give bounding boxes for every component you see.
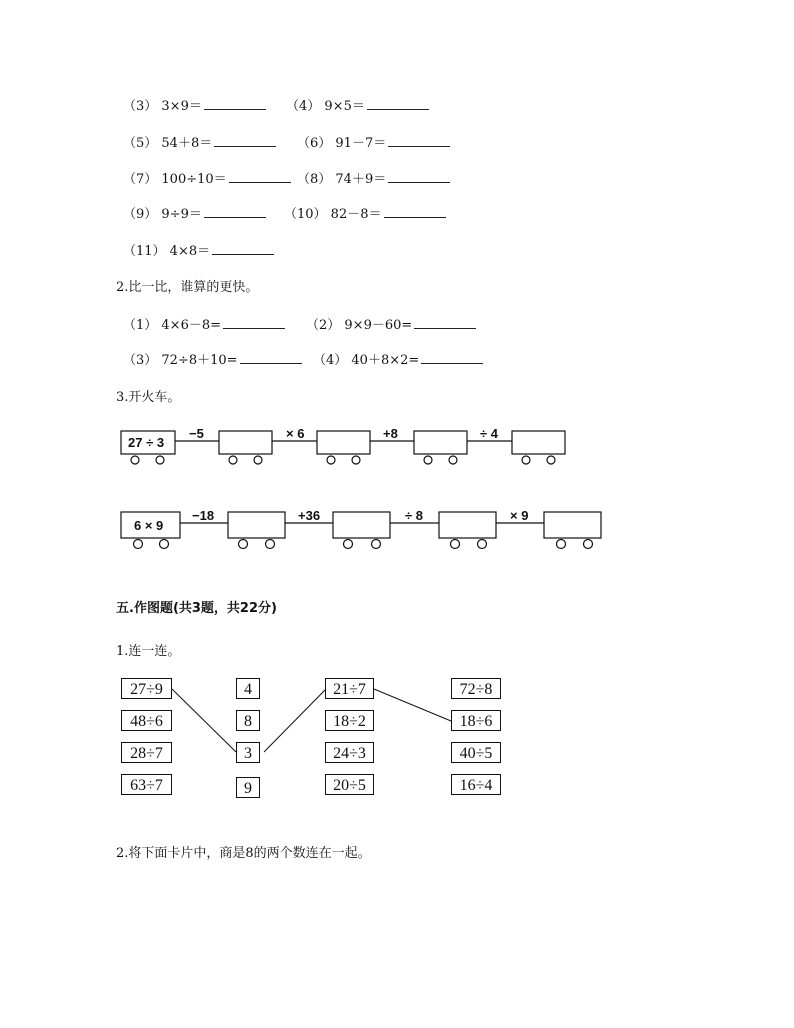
train-1-op-3: +8 (383, 426, 398, 441)
number-card[interactable]: 9 (236, 777, 260, 798)
number-card[interactable]: 4 (236, 678, 260, 699)
wheel (229, 456, 237, 464)
exercise-9: （9） 9÷9＝ (123, 203, 266, 222)
exercise-7: （7） 100÷10＝ (123, 168, 291, 187)
expression-card[interactable]: 27÷9 (121, 678, 172, 699)
connector-line (264, 689, 326, 752)
train-2-op-2: +36 (298, 508, 321, 523)
wheel (254, 456, 262, 464)
wheel (522, 456, 530, 464)
train-2-op-4: × 9 (510, 508, 529, 523)
train-1-op-2: × 6 (286, 426, 305, 441)
expression-card[interactable]: 21÷7 (325, 678, 374, 699)
compare-1: （1） 4×6－8= (123, 314, 285, 333)
train-car-blank[interactable] (512, 431, 565, 454)
wheel (160, 540, 169, 549)
expression-card[interactable]: 40÷5 (451, 742, 501, 763)
train-1-start-label: 27 ÷ 3 (128, 435, 165, 450)
question-1-title: 1.连一连。 (116, 644, 181, 659)
exercise-8: （8） 74＋9＝ (297, 168, 450, 187)
train-1-op-4: ÷ 4 (480, 426, 498, 441)
compare-2: （2） 9×9－60= (306, 314, 476, 333)
wheel (131, 456, 139, 464)
connector-line (172, 689, 236, 752)
train-1-op-1: −5 (189, 426, 204, 441)
wheel (344, 540, 353, 549)
section-3-title: 3.开火车。 (116, 390, 181, 405)
section-2-title: 2.比一比，谁算的更快。 (116, 280, 259, 295)
expression-card[interactable]: 63÷7 (121, 774, 172, 795)
wheel (449, 456, 457, 464)
expression-card[interactable]: 16÷4 (451, 774, 501, 795)
expression-card[interactable]: 28÷7 (121, 742, 172, 763)
wheel (424, 456, 432, 464)
wheel (352, 456, 360, 464)
exercise-6: （6） 91－7＝ (297, 132, 450, 151)
compare-3: （3） 72÷8＋10= (123, 349, 302, 368)
train-2-start-label: 6 × 9 (134, 518, 164, 533)
expression-card[interactable]: 18÷6 (451, 710, 501, 731)
train-1 (121, 431, 565, 464)
wheel (156, 456, 164, 464)
train-car-blank[interactable] (228, 512, 285, 538)
expression-card[interactable]: 18÷2 (325, 710, 374, 731)
exercise-5: （5） 54＋8＝ (123, 132, 276, 151)
exercise-3: （3） 3×9＝ (123, 95, 266, 114)
question-2-title: 2.将下面卡片中，商是8的两个数连在一起。 (116, 846, 371, 861)
number-card[interactable]: 3 (236, 742, 260, 763)
expression-card[interactable]: 72÷8 (451, 678, 501, 699)
compare-4: （4） 40＋8×2= (313, 349, 483, 368)
train-2-op-3: ÷ 8 (405, 508, 423, 523)
wheel (372, 540, 381, 549)
wheel (478, 540, 487, 549)
expression-card[interactable]: 48÷6 (121, 710, 172, 731)
section-5-title: 五.作图题(共3题，共22分) (116, 601, 277, 616)
train-car-blank[interactable] (317, 431, 370, 454)
wheel (584, 540, 593, 549)
exercise-4: （4） 9×5＝ (286, 95, 429, 114)
expression-card[interactable]: 24÷3 (325, 742, 374, 763)
train-car-blank[interactable] (439, 512, 496, 538)
wheel (451, 540, 460, 549)
train-2-op-1: −18 (192, 508, 215, 523)
wheel (327, 456, 335, 464)
number-card[interactable]: 8 (236, 710, 260, 731)
exercise-11: （11） 4×8＝ (123, 240, 274, 259)
train-car-blank[interactable] (333, 512, 390, 538)
connector-line (374, 689, 451, 721)
expression-card[interactable]: 20÷5 (325, 774, 374, 795)
train-car-blank[interactable] (414, 431, 467, 454)
wheel (557, 540, 566, 549)
exercise-10: （10） 82－8＝ (284, 203, 446, 222)
wheel (547, 456, 555, 464)
wheel (134, 540, 143, 549)
train-car-blank[interactable] (544, 512, 601, 538)
wheel (266, 540, 275, 549)
wheel (239, 540, 248, 549)
train-car-blank[interactable] (219, 431, 272, 454)
